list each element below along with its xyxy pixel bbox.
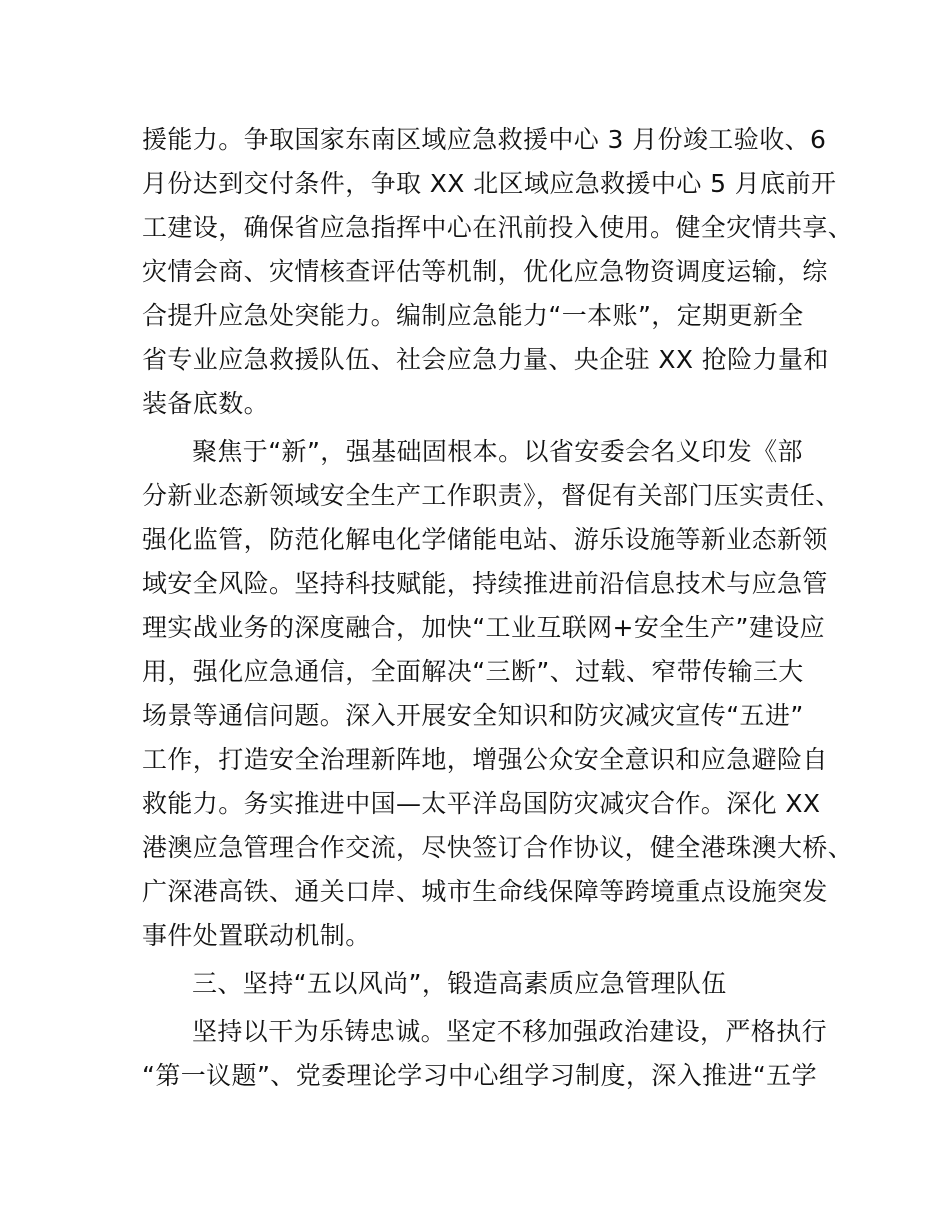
text-line: “第一议题”、党委理论学习中心组学习制度，深入推进“五学 — [142, 1061, 818, 1090]
text-line: 省专业应急救援队伍、社会应急力量、央企驻 XX 抢险力量和 — [142, 345, 829, 374]
text-line: 工建设，确保省应急指挥中心在汛前投入使用。健全灾情共享、 — [142, 213, 854, 242]
text-line: 事件处置联动机制。 — [142, 921, 371, 950]
text-line: 用，强化应急通信，全面解决“三断”、过载、窄带传输三大 — [142, 657, 804, 686]
text-line: 月份达到交付条件，争取 XX 北区域应急救援中心 5 月底前开 — [142, 169, 837, 198]
text-line: 域安全风险。坚持科技赋能，持续推进前沿信息技术与应急管 — [142, 569, 828, 598]
text-line: 援能力。争取国家东南区域应急救援中心 3 月份竣工验收、6 — [142, 125, 827, 154]
text-line: 强化监管，防范化解电化学储能电站、游乐设施等新业态新领 — [142, 525, 828, 554]
text-line: 港澳应急管理合作交流，尽快签订合作协议，健全港珠澳大桥、 — [142, 833, 854, 862]
text-line: 救能力。务实推进中国—太平洋岛国防灾减灾合作。深化 XX — [142, 789, 821, 818]
text-line: 场景等通信问题。深入开展安全知识和防灾减灾宣传“五进” — [142, 701, 804, 730]
text-line: 广深港高铁、通关口岸、城市生命线保障等跨境重点设施突发 — [142, 877, 828, 906]
text-line: 分新业态新领域安全生产工作职责》，督促有关部门压实责任、 — [142, 481, 841, 510]
text-line: 理实战业务的深度融合，加快“工业互联网+安全生产”建设应 — [142, 613, 826, 642]
text-line: 工作，打造安全治理新阵地，增强公众安全意识和应急避险自 — [142, 745, 828, 774]
paragraph-start-line: 聚焦于“新”，强基础固根本。以省安委会名义印发《部 — [192, 437, 803, 466]
text-line: 合提升应急处突能力。编制应急能力“一本账”，定期更新全 — [142, 301, 804, 330]
text-line: 装备底数。 — [142, 389, 270, 418]
section-heading: 三、坚持“五以风尚”，锻造高素质应急管理队伍 — [192, 969, 727, 998]
text-line: 灾情会商、灾情核查评估等机制，优化应急物资调度运输，综 — [142, 257, 828, 286]
paragraph-start-line: 坚持以干为乐铸忠诚。坚定不移加强政治建设，严格执行 — [192, 1017, 828, 1046]
